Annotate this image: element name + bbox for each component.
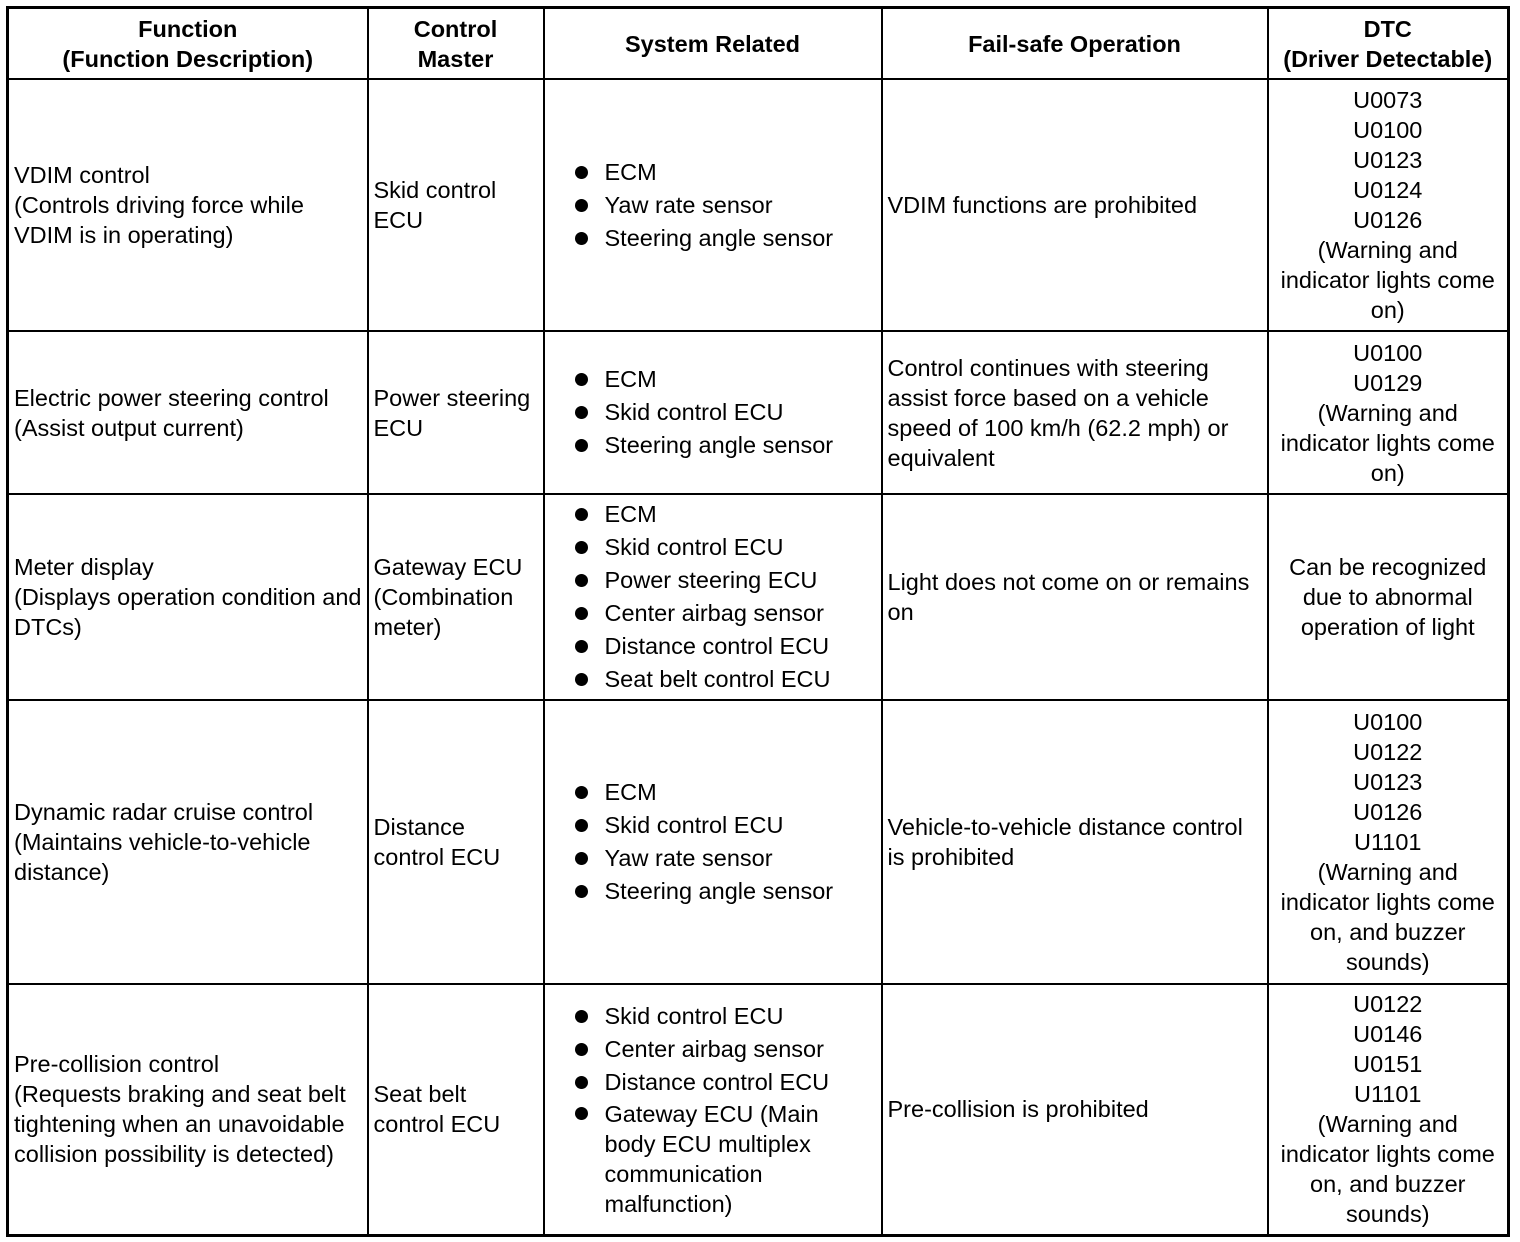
cell-function: Dynamic radar cruise control (Maintains vehicle-to-vehicle distance) [8, 700, 368, 984]
system-list [550, 156, 876, 255]
system-item: Yaw rate sensor [570, 842, 876, 875]
system-item: ECM [570, 776, 876, 809]
table-row [8, 494, 1509, 700]
header-row [8, 8, 1509, 80]
dtc-code: U0129 [1353, 369, 1423, 396]
cell-failsafe: Light does not come on or remains on [882, 494, 1268, 700]
cell-control-master: Seat belt control ECU [368, 984, 544, 1235]
cell-function: Pre-collision control (Requests braking and seat belt tightening when an unavoidable collision possibility is detected) [8, 984, 368, 1235]
dtc-code: U0126 [1353, 799, 1423, 825]
system-list [550, 498, 876, 696]
dtc-code: U1101 [1353, 829, 1422, 855]
system-item: Skid control ECU [570, 396, 876, 429]
dtc-code: U0100 [1353, 339, 1423, 366]
header-failsafe-operation: Fail-safe Operation [882, 8, 1268, 80]
header-system-related: System Related [544, 8, 882, 80]
system-item: Skid control ECU [570, 531, 876, 564]
header-dtc: DTC (Driver Detectable) [1268, 8, 1509, 80]
function-table [6, 6, 1510, 1237]
system-item: Skid control ECU [570, 1000, 876, 1033]
cell-function: Meter display (Displays operation condition and DTCs) [8, 494, 368, 700]
dtc-code: U1101 [1353, 1081, 1422, 1108]
dtc-note: (Warning and indicator lights come on) [1280, 399, 1495, 486]
table-row [8, 984, 1509, 1235]
dtc-note: Can be recognized due to abnormal operation of light [1289, 554, 1487, 640]
system-item: Skid control ECU [570, 809, 876, 842]
cell-failsafe: VDIM functions are prohibited [882, 79, 1268, 331]
system-list [550, 1000, 876, 1219]
system-item: Center airbag sensor [570, 1033, 876, 1066]
dtc-code: U0122 [1353, 991, 1423, 1018]
system-item: Yaw rate sensor [570, 189, 876, 222]
system-item: ECM [570, 156, 876, 189]
cell-control-master: Skid control ECU [368, 79, 544, 331]
cell-function: VDIM control (Controls driving force while VDIM is in operating) [8, 79, 368, 331]
dtc-code: U0124 [1353, 177, 1423, 203]
cell-dtc [1268, 984, 1509, 1235]
system-list [550, 363, 876, 462]
system-item: Steering angle sensor [570, 222, 876, 255]
cell-system-related [544, 331, 882, 494]
system-item: ECM [570, 363, 876, 396]
table-row [8, 700, 1509, 984]
dtc-code: U0073 [1353, 87, 1423, 113]
cell-system-related [544, 700, 882, 984]
dtc-code: U0122 [1353, 739, 1423, 765]
system-item: Gateway ECU (Main body ECU multiplex communication malfunction) [570, 1099, 876, 1219]
cell-dtc [1268, 494, 1509, 700]
cell-system-related [544, 984, 882, 1235]
cell-system-related [544, 494, 882, 700]
dtc-code: U0151 [1353, 1051, 1423, 1078]
cell-control-master: Gateway ECU (Combination meter) [368, 494, 544, 700]
cell-system-related [544, 79, 882, 331]
cell-dtc [1268, 331, 1509, 494]
system-item: ECM [570, 498, 876, 531]
dtc-note: (Warning and indicator lights come on, and buzzer sounds) [1280, 1111, 1495, 1228]
dtc-note: (Warning and indicator lights come on) [1280, 237, 1495, 323]
cell-dtc [1268, 79, 1509, 331]
dtc-note: (Warning and indicator lights come on, and buzzer sounds) [1280, 859, 1495, 975]
cell-function: Electric power steering control (Assist output current) [8, 331, 368, 494]
header-control-master: Control Master [368, 8, 544, 80]
cell-dtc [1268, 700, 1509, 984]
header-function: Function (Function Description) [8, 8, 368, 80]
dtc-code: U0100 [1353, 117, 1423, 143]
system-item: Steering angle sensor [570, 875, 876, 908]
cell-failsafe: Pre-collision is prohibited [882, 984, 1268, 1235]
dtc-code: U0146 [1353, 1021, 1423, 1048]
table-row [8, 79, 1509, 331]
cell-control-master: Distance control ECU [368, 700, 544, 984]
system-list [550, 776, 876, 908]
table-row [8, 331, 1509, 494]
cell-control-master: Power steering ECU [368, 331, 544, 494]
dtc-code: U0123 [1353, 147, 1423, 173]
system-item: Distance control ECU [570, 630, 876, 663]
system-item: Distance control ECU [570, 1066, 876, 1099]
dtc-code: U0100 [1353, 709, 1423, 735]
dtc-code: U0123 [1353, 769, 1423, 795]
system-item: Seat belt control ECU [570, 663, 876, 696]
cell-failsafe: Vehicle-to-vehicle distance control is prohibited [882, 700, 1268, 984]
system-item: Power steering ECU [570, 564, 876, 597]
cell-failsafe: Control continues with steering assist force based on a vehicle speed of 100 km/h (62.2 mph) or equivalent [882, 331, 1268, 494]
system-item: Center airbag sensor [570, 597, 876, 630]
system-item: Steering angle sensor [570, 429, 876, 462]
dtc-code: U0126 [1353, 207, 1423, 233]
